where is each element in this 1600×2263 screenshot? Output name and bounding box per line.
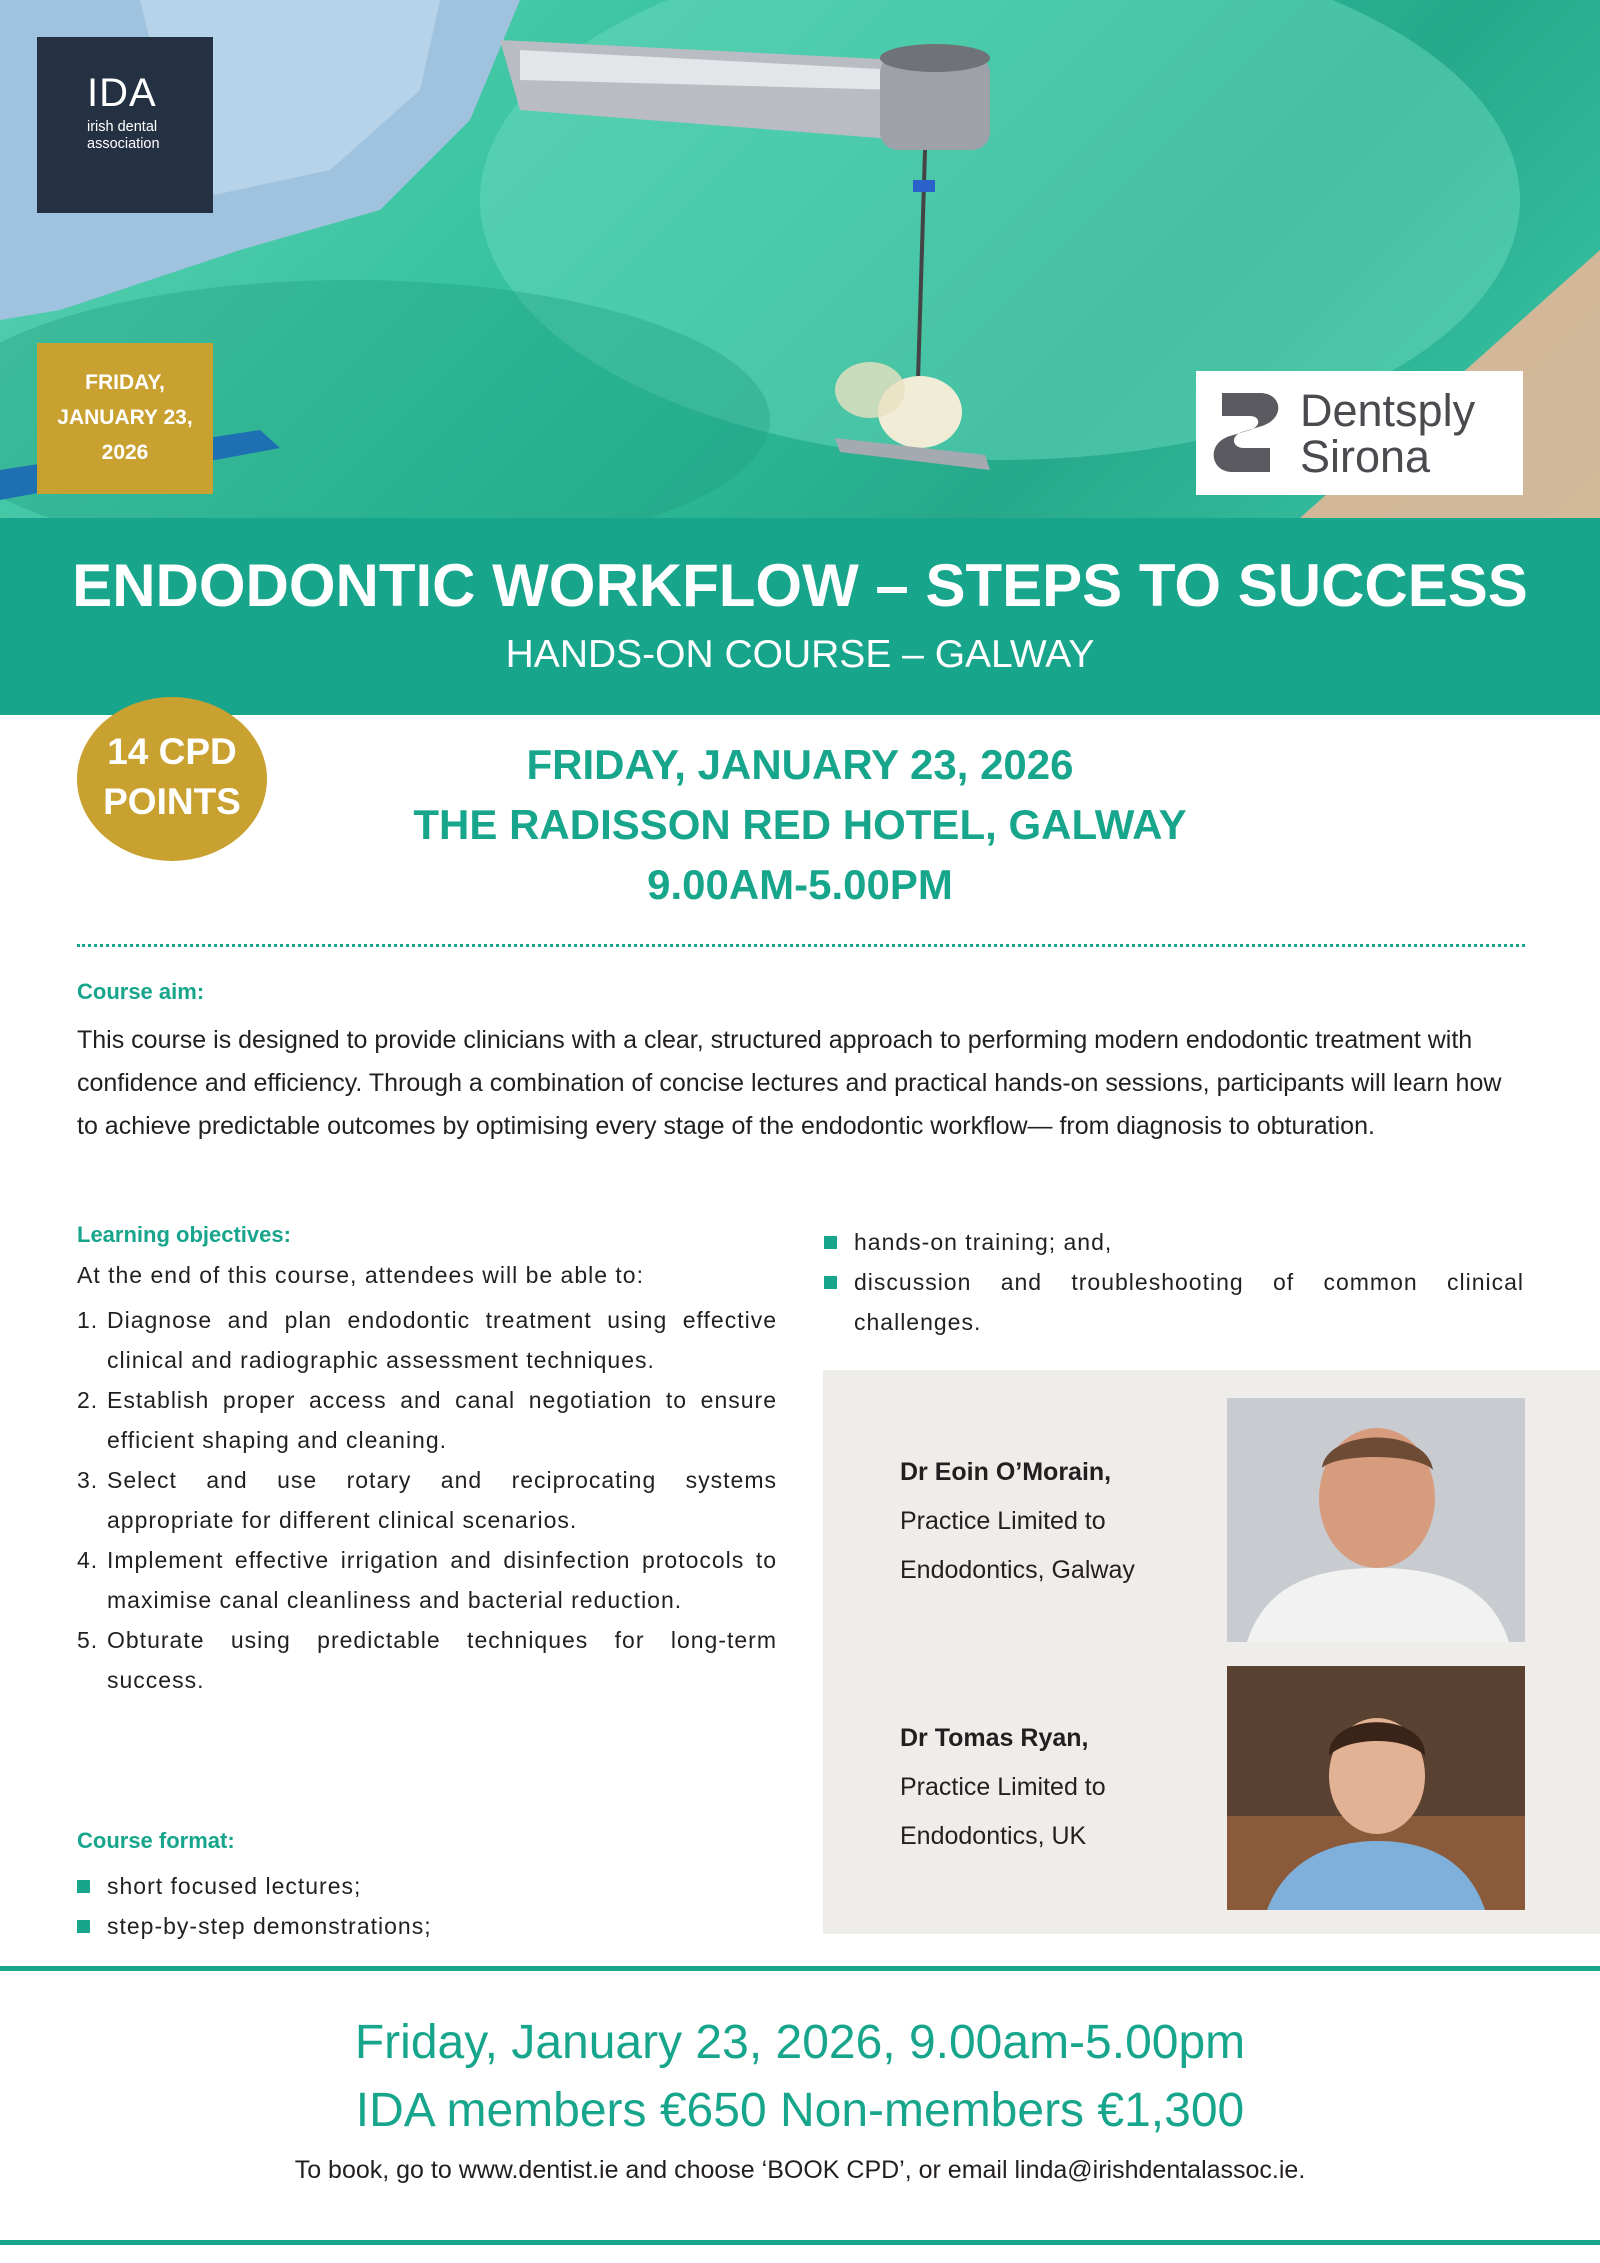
event-details <box>300 735 1300 915</box>
speakers-panel <box>823 1370 1600 1934</box>
format-item-text: step-by-step demonstrations; <box>107 1913 432 1939</box>
footer-pricing: IDA members €650 Non-members €1,300 <box>355 2084 1245 2137</box>
date-badge-line-2: JANUARY 23, <box>57 406 193 429</box>
course-format-list-continued <box>824 1222 1524 1342</box>
speaker-2-role: Practice Limited to <box>900 1773 1106 1801</box>
learning-objectives-intro: At the end of this course, attendees will be able to: <box>77 1262 644 1288</box>
objective-item <box>77 1540 777 1620</box>
objective-item <box>77 1300 777 1380</box>
format-item <box>77 1866 777 1906</box>
objective-text: Diagnose and plan endodontic treatment using effective clinical and radiographic assessment techniques. <box>107 1307 777 1373</box>
cpd-line-2: POINTS <box>103 781 241 822</box>
learning-objectives-heading: Learning objectives: <box>77 1222 291 1247</box>
format-item-text: hands-on training; and, <box>854 1229 1113 1255</box>
cpd-points-badge <box>77 697 267 861</box>
format-item <box>824 1222 1524 1262</box>
objective-item <box>77 1380 777 1460</box>
event-time: 9.00AM-5.00PM <box>647 861 953 908</box>
footer-date-time: Friday, January 23, 2026, 9.00am-5.00pm <box>354 2016 1246 2069</box>
course-format-list <box>77 1866 777 1946</box>
objective-item <box>77 1460 777 1540</box>
dotted-divider <box>77 944 1525 947</box>
speaker-2-name: Dr Tomas Ryan, <box>900 1724 1089 1752</box>
speaker-1-photo <box>1227 1398 1525 1642</box>
objective-number: 1. <box>77 1307 99 1333</box>
cpd-line-1: 14 CPD <box>107 731 237 772</box>
sponsor-name-line-2: Sirona <box>1300 431 1431 482</box>
course-format-heading: Course format: <box>77 1828 235 1853</box>
objective-text: Implement effective irrigation and disinfection protocols to maximise canal cleanliness and bacterial reduction. <box>107 1547 777 1613</box>
objective-number: 5. <box>77 1627 99 1653</box>
sponsor-name-line-1: Dentsply <box>1300 385 1476 436</box>
logo-mark: IDA <box>87 71 157 115</box>
title-banner <box>0 518 1600 715</box>
objective-text: Select and use rotary and reciprocating systems appropriate for different clinical scenarios. <box>107 1467 777 1533</box>
objective-text: Establish proper access and canal negotiation to ensure efficient shaping and cleaning. <box>107 1387 777 1453</box>
learning-objectives-list <box>77 1300 777 1700</box>
course-subtitle: HANDS-ON COURSE – GALWAY <box>505 633 1095 676</box>
speaker-1-info <box>900 1448 1135 1595</box>
course-aim-body: This course is designed to provide clinicians with a clear, structured approach to performing modern endodontic treatment with confidence and efficiency. Through a combination of concise lectures and practical hands-on sessions, participants will learn how to achieve predictable outcomes by optimising every stage of the endodontic workflow— from diagnosis to obturation. <box>77 1026 1502 1140</box>
sponsor-mark-icon <box>1212 388 1292 478</box>
date-badge-line-3: 2026 <box>101 441 149 464</box>
footer-rule-top <box>0 1966 1600 1971</box>
course-title: ENDODONTIC WORKFLOW – STEPS TO SUCCESS <box>72 552 1528 619</box>
event-date: FRIDAY, JANUARY 23, 2026 <box>526 741 1074 788</box>
objective-number: 2. <box>77 1387 99 1413</box>
objective-item <box>77 1620 777 1700</box>
bullet-square-icon <box>824 1276 837 1289</box>
speaker-1-name: Dr Eoin O’Morain, <box>900 1458 1112 1486</box>
logo-line-1: irish dental <box>87 119 158 135</box>
speaker-2-location: Endodontics, UK <box>900 1822 1087 1850</box>
footer-rule-bottom <box>0 2240 1600 2245</box>
ida-logo <box>37 37 213 213</box>
format-item <box>824 1262 1524 1342</box>
objective-number: 3. <box>77 1467 99 1493</box>
format-item <box>77 1906 777 1946</box>
course-aim-heading: Course aim: <box>77 979 205 1004</box>
bullet-square-icon <box>824 1236 837 1249</box>
speaker-2-photo <box>1227 1666 1525 1910</box>
bullet-square-icon <box>77 1880 90 1893</box>
sponsor-logo <box>1196 371 1523 495</box>
bullet-square-icon <box>77 1920 90 1933</box>
speaker-1-location: Endodontics, Galway <box>900 1556 1135 1584</box>
speaker-1-portrait <box>1227 1398 1525 1642</box>
date-badge <box>37 343 213 494</box>
objective-number: 4. <box>77 1547 99 1573</box>
speaker-1-role: Practice Limited to <box>900 1507 1106 1535</box>
logo-line-2: association <box>87 136 160 152</box>
format-item-text: short focused lectures; <box>107 1873 362 1899</box>
speaker-2-info <box>900 1714 1106 1861</box>
event-venue: THE RADISSON RED HOTEL, GALWAY <box>413 801 1187 848</box>
format-item-text: discussion and troubleshooting of common clinical challenges. <box>854 1269 1524 1335</box>
speaker-2-portrait <box>1227 1666 1525 1910</box>
date-badge-line-1: FRIDAY, <box>85 371 165 394</box>
booking-info: To book, go to www.dentist.ie and choose ‘BOOK CPD’, or email linda@irishdentalassoc.ie. <box>294 2156 1306 2184</box>
objective-text: Obturate using predictable techniques for long-term success. <box>107 1627 777 1693</box>
